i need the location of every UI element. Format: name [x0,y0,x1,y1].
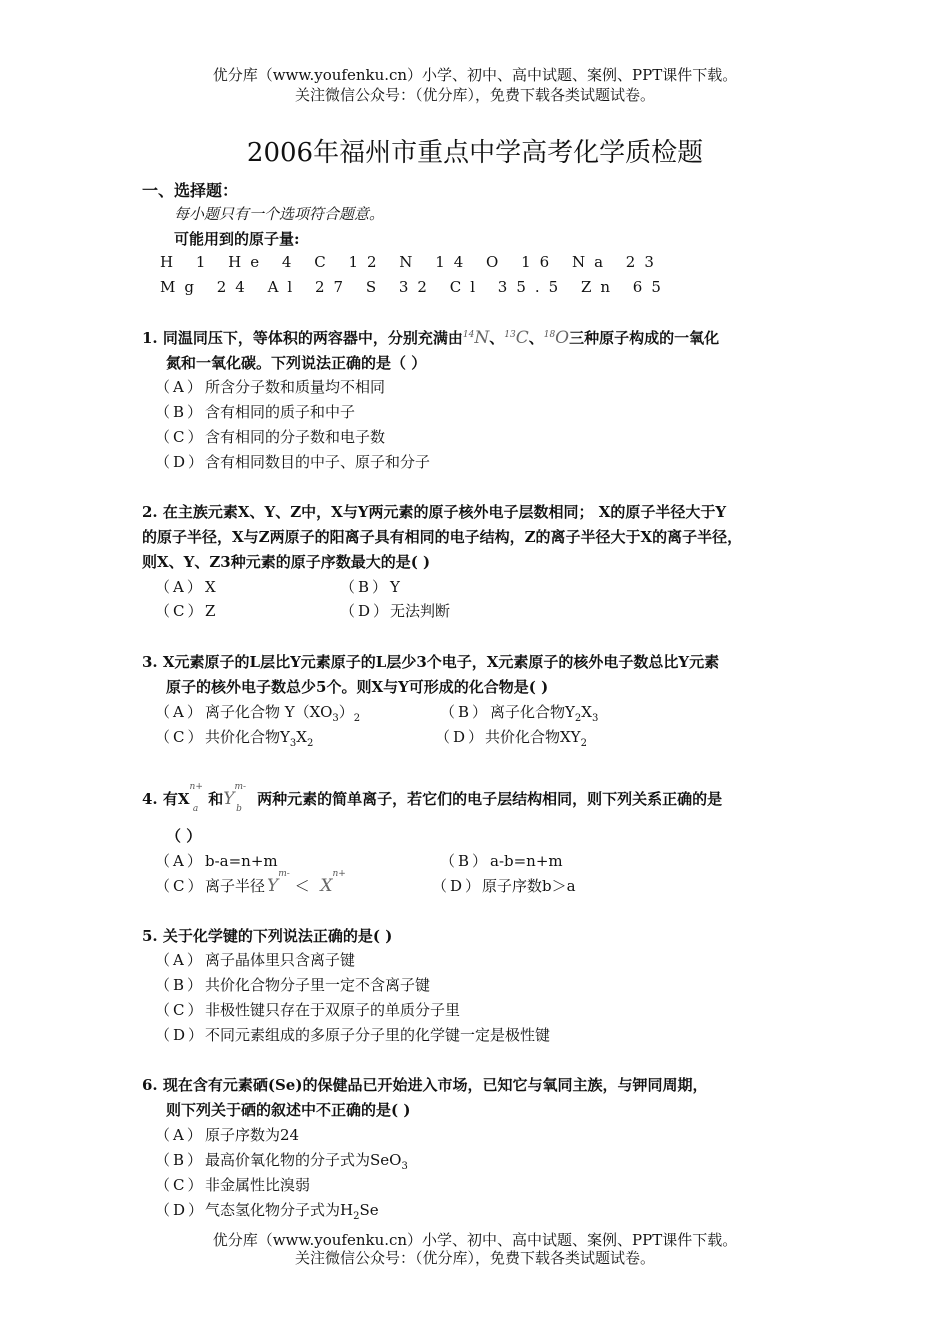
question-3-line-1: 3. X元素原子的L层比Y元素原子的L层少3个电子，X元素原子的核外电子数总比Y元素 [142,653,720,671]
q4-option-c: （C）离子半径 $Y^{m-} < X^{n+}$ [155,869,346,896]
question-6-line-1: 6. 现在含有元素硒(Se)的保健品已开始进入市场，已知它与氧同主族，与钾同周期， [142,1076,708,1094]
q3-option-a: （A）离子化合物 $Y(XO_3)_2$ [155,703,361,724]
section-instruction: 每小题只有一个选项符合题意。 [174,205,385,223]
q1-option-a: （A）所含分子数和质量均不相同 [155,378,386,396]
q3-option-d: （D）共价化合物$XY_2$ [435,728,587,749]
isotope-o18: $^{18}$O [543,328,570,348]
q5-option-d: （D）不同元素组成的多原子分子里的化学键一定是极性键 [155,1026,551,1044]
question-6-line-2: 则下列关于硒的叙述中不正确的是( ) [166,1101,411,1119]
q1-stem-b: 三种原子构成的一氧化 [569,329,720,347]
q5-option-a: （A）离子晶体里只含离子键 [155,951,356,969]
q2-option-a: （A）X [155,578,216,596]
q3-option-c: （C）共价化合物$Y_3X_2$ [155,728,314,749]
q1-option-c: （C）含有相同的分子数和电子数 [155,428,386,446]
atomic-mass-row-2: Mg 24 Al 27 S 32 Cl 35.5 Zn 65 [160,278,670,296]
q1-option-b: （B）含有相同的质子和中子 [155,403,356,421]
question-5-stem: 5. 关于化学键的下列说法正确的是( ) [142,927,393,945]
q2-option-b: （B）Y [340,578,400,596]
q5-option-b: （B）共价化合物分子里一定不含离子键 [155,976,431,994]
question-3-line-2: 原子的核外电子数总少5个。则X与Y可形成的化合物是( ) [166,678,549,696]
q4-option-d: （D）原子序数b＞a [432,877,576,895]
header-line-1: 优分库（www.youfenku.cn）小学、初中、高中试题、案例、PPT课件下载。 [212,66,738,84]
question-1-stem: 1. 同温同压下，等体积的两容器中，分别充满由$^{14}$N、$^{13}$C、$^{18}$O三种原子构成的一氧化 [142,328,720,348]
q2-option-d: （D）无法判断 [340,602,451,620]
header-line-2: 关注微信公众号：（优分库），免费下载各类试题试卷。 [294,86,655,104]
q2-option-c: （C）Z [155,602,216,620]
q1-stem-a: 1. 同温同压下，等体积的两容器中，分别充满由 [142,329,463,347]
q4-option-a: （A）b-a=n+m [155,852,278,870]
section-heading: 一、选择题： [142,181,239,200]
isotope-n14: $^{14}$N [462,328,490,348]
q6-option-c: （C）非金属性比溴弱 [155,1176,311,1194]
atomic-mass-row-1: H 1 He 4 C 12 N 14 O 16 Na 23 [160,253,663,271]
q1-option-d: （D）含有相同数目的中子、原子和分子 [155,453,431,471]
question-4-paren: （ ） [166,827,202,845]
isotope-c13: $^{13}$C [504,328,529,348]
question-2-line-1: 2. 在主族元素X、Y、Z中，X与Y两元素的原子核外电子层数相同； X的原子半径大于Y [142,503,727,521]
atomic-mass-label: 可能用到的原子量: [174,230,300,248]
q5-option-c: （C）非极性键只存在于双原子的单质分子里 [155,1001,461,1019]
q6-option-d: （D）气态氢化物分子式为$H_2Se$ [155,1201,379,1222]
q3-option-b: （B）离子化合物$Y_2X_3$ [440,703,599,724]
question-2-line-3: 则X、Y、Z3种元素的原子序数最大的是( ) [142,553,431,571]
question-2-line-2: 的原子半径，X与Z两原子的阳离子具有相同的电子结构，Z的离子半径大于X的离子半径， [142,528,743,546]
q6-option-b: （B）最高价氧化物的分子式为SeO$_3$ [155,1151,408,1172]
footer-line-2: 关注微信公众号：（优分库），免费下载各类试题试卷。 [294,1249,655,1267]
q6-option-a: （A）原子序数为24 [155,1126,300,1144]
q4-option-b: （B）a-b=n+m [440,852,563,870]
page-title: 2006年福州市重点中学高考化学质检题 [246,138,704,168]
footer-line-1: 优分库（www.youfenku.cn）小学、初中、高中试题、案例、PPT课件下载。 [212,1231,738,1249]
ion-y: $Y^{m-}_b$ [223,782,247,814]
question-4-stem: 4. 有$X^{n+}_a$和$Y^{m-}_b$ 两种元素的简单离子，若它们的电子层结构相同，则下列关系正确的是 [142,782,723,814]
question-1-stem-cont: 氮和一氧化碳。下列说法正确的是（ ） [166,354,427,372]
ion-x-superscript: $^{n+}_a$ [189,782,203,814]
